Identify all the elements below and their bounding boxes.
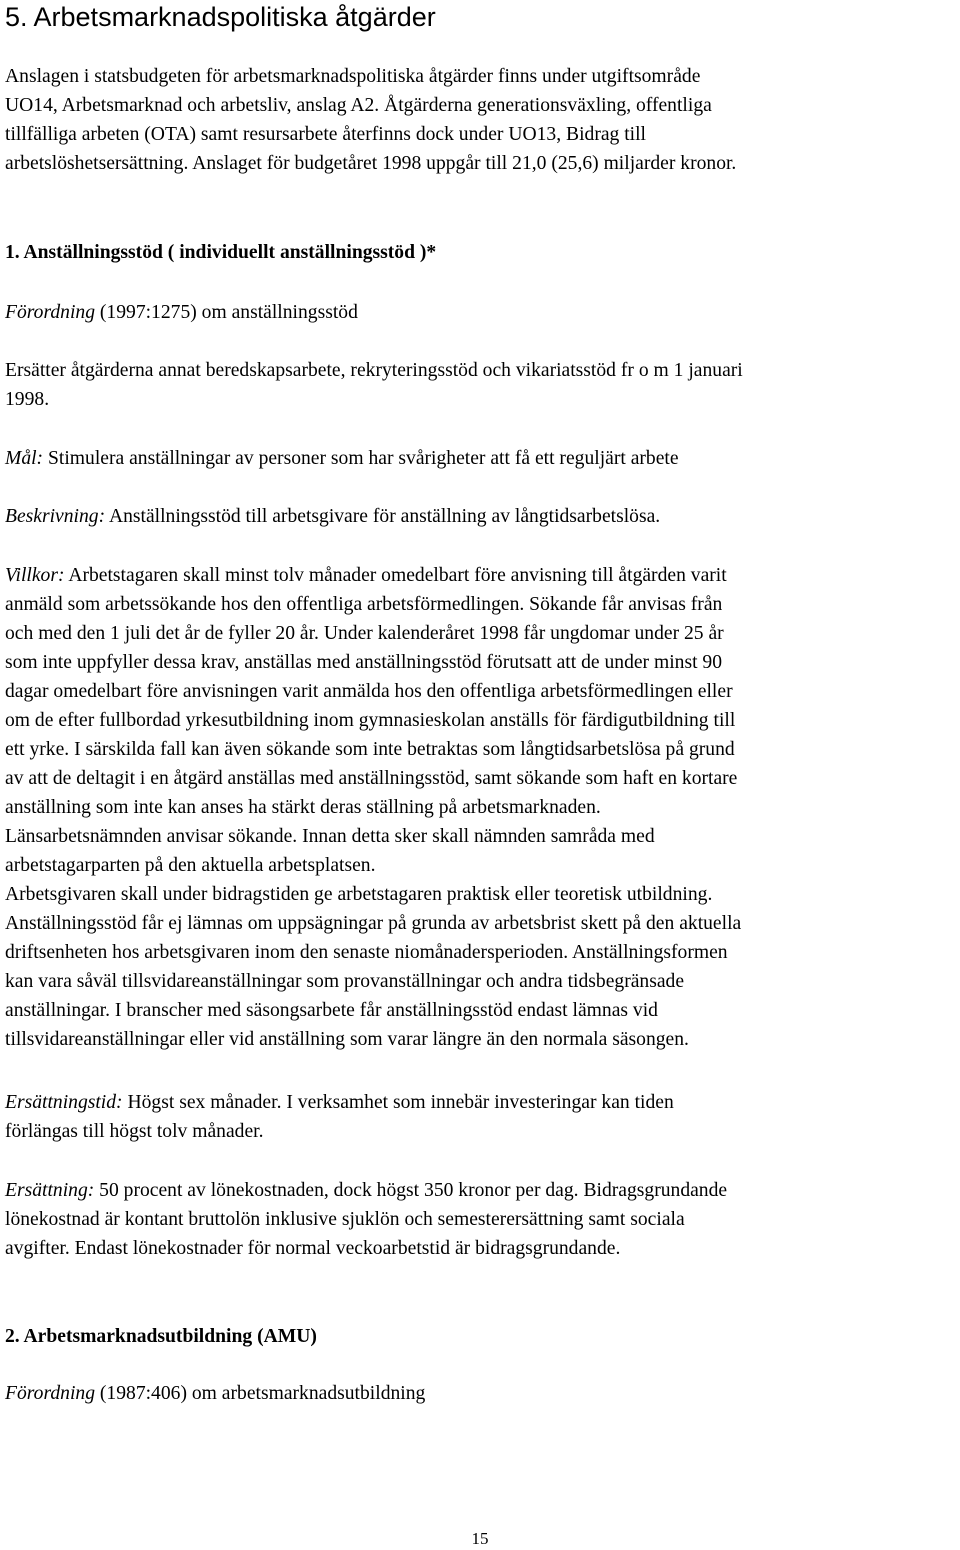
- goal-text: Stimulera anställningar av personer som har svårigheter att få ett reguljärt arbete: [43, 448, 679, 469]
- intro-paragraph: [5, 62, 953, 178]
- section-1-replaces: [5, 356, 953, 414]
- conditions-line: tillsvidareanställningar eller vid anställning som varar längre än den normala säsongen.: [5, 1029, 689, 1050]
- page-number: 15: [471, 1529, 489, 1548]
- intro-line: tillfälliga arbeten (OTA) samt resursarbete återfinns dock under UO13, Bidrag till: [5, 124, 647, 145]
- intro-line: Anslagen i statsbudgeten för arbetsmarknadspolitiska åtgärder finns under utgiftsområde: [5, 66, 701, 87]
- conditions-line: kan vara såväl tillsvidareanställningar som provanställningar och andra tidsbegränsade: [5, 971, 685, 992]
- conditions-line: och med den 1 juli det år de fyller 20 år. Under kalenderåret 1998 får ungdomar under 25 år: [5, 623, 724, 644]
- section-1-conditions: [5, 561, 953, 1054]
- conditions-line: om de efter fullbordad yrkesutbildning inom gymnasieskolan anställs för färdigutbildning till: [5, 710, 736, 731]
- compensation-label: Ersättning:: [5, 1180, 95, 1201]
- conditions-line: som inte uppfyller dessa krav, anställas med anställningsstöd förutsatt att de under minst 90: [5, 652, 723, 673]
- duration-line: förlängas till högst tolv månader.: [5, 1121, 264, 1142]
- compensation-line: avgifter. Endast lönekostnader för normal veckoarbetstid är bidragsgrundande.: [5, 1238, 621, 1259]
- conditions-line: dagar omedelbart före anvisningen varit anmälda hos den offentliga arbetsförmedlingen eller: [5, 681, 733, 702]
- conditions-line: anställning som inte kan anses ha stärkt deras ställning på arbetsmarknaden.: [5, 797, 601, 818]
- section-1-heading: 1. Anställningsstöd ( individuellt anställningsstöd )*: [5, 242, 437, 263]
- intro-line: UO14, Arbetsmarknad och arbetsliv, anslag A2. Åtgärderna generationsväxling, offentliga: [5, 95, 712, 116]
- duration-label: Ersättningstid:: [5, 1092, 123, 1113]
- section-1-description: [5, 502, 953, 531]
- conditions-line: arbetstagarparten på den aktuella arbetsplatsen.: [5, 855, 376, 876]
- conditions-label: Villkor:: [5, 565, 65, 586]
- compensation-line: lönekostnad är kontant bruttolön inklusive sjuklön och semesterersättning samt sociala: [5, 1209, 685, 1230]
- intro-line: arbetslöshetsersättning. Anslaget för budgetåret 1998 uppgår till 21,0 (25,6) miljarder kronor.: [5, 153, 737, 174]
- section-1-ordinance: [5, 298, 953, 327]
- conditions-line: driftsenheten hos arbetsgivaren inom den senaste niomånadersperioden. Anställningsformen: [5, 942, 728, 963]
- duration-line: Högst sex månader. I verksamhet som innebär investeringar kan tiden: [122, 1092, 674, 1113]
- section-1-goal: [5, 444, 953, 473]
- conditions-line: Länsarbetsnämnden anvisar sökande. Innan detta sker skall nämnden samråda med: [5, 826, 655, 847]
- ordinance-label: Förordning: [5, 302, 95, 323]
- ordinance-text: (1987:406) om arbetsmarknadsutbildning: [95, 1383, 426, 1404]
- conditions-line: Anställningsstöd får ej lämnas om uppsägningar på grunda av arbetsbrist skett på den aktuella: [5, 913, 742, 934]
- description-text: Anställningsstöd till arbetsgivare för anställning av långtidsarbetslösa.: [105, 506, 661, 527]
- conditions-line: anställningar. I branscher med säsongsarbete får anställningsstöd endast lämnas vid: [5, 1000, 658, 1021]
- conditions-line: ett yrke. I särskilda fall kan även sökande som inte betraktas som långtidsarbetslösa på grund: [5, 739, 735, 760]
- conditions-line: Arbetstagaren skall minst tolv månader omedelbart före anvisning till åtgärden varit: [64, 565, 727, 586]
- conditions-line: av att de deltagit i en åtgärd anställas med anställningsstöd, samt sökande som haft en kortare: [5, 768, 738, 789]
- conditions-line: anmäld som arbetssökande hos den offentliga arbetsförmedlingen. Sökande får anvisas från: [5, 594, 723, 615]
- section-2-heading: 2. Arbetsmarknadsutbildning (AMU): [5, 1326, 317, 1347]
- ordinance-text: (1997:1275) om anställningsstöd: [95, 302, 358, 323]
- section-2-ordinance: [5, 1379, 953, 1408]
- conditions-line: Arbetsgivaren skall under bidragstiden ge arbetstagaren praktisk eller teoretisk utbildning.: [5, 884, 713, 905]
- goal-label: Mål:: [5, 448, 44, 469]
- chapter-title: 5. Arbetsmarknadspolitiska åtgärder: [5, 2, 436, 32]
- replaces-line: Ersätter åtgärderna annat beredskapsarbete, rekryteringsstöd och vikariatsstöd fr o m 1 januari: [5, 360, 743, 381]
- ordinance-label: Förordning: [5, 1383, 95, 1404]
- compensation-line: 50 procent av lönekostnaden, dock högst 350 kronor per dag. Bidragsgrundande: [94, 1180, 728, 1201]
- section-1-compensation: [5, 1176, 953, 1263]
- replaces-line: 1998.: [5, 389, 50, 410]
- description-label: Beskrivning:: [5, 506, 106, 527]
- section-1-duration: [5, 1088, 953, 1146]
